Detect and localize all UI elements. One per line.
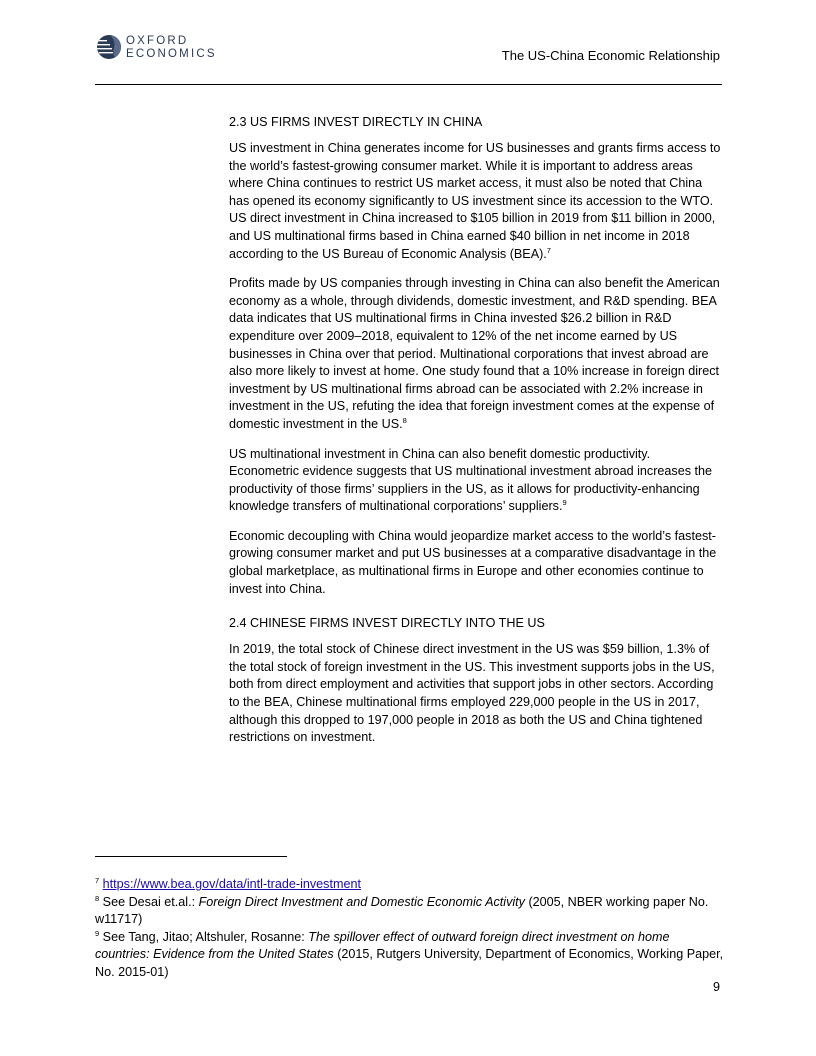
footnote-8: $^8$ See Desai et.al.: Foreign Direct Investment and Domestic Economic Activity (2005, NBER working paper No. w11717): [95, 893, 709, 927]
body-paragraph: US investment in China generates income for US businesses and grants firms access to the world’s fastest-growing consumer market. While it is important to address areas where China continues to restrict US market access, it must also be noted that China has opened its economy significantly to US investment since its accession to the WTO. US direct investment in China increased to $105 billion in 2019 from $11 billion in 2000, and US multinational firms based in China earned $40 billion in net income in 2018 according to the US Bureau of Economic Analysis (BEA).$^7$: [229, 141, 721, 261]
footnote-divider: [95, 856, 287, 857]
page-number: 9: [712, 980, 720, 994]
logo-wordmark-bottom: ECONOMICS: [126, 48, 217, 60]
body-paragraph: US multinational investment in China can also benefit domestic productivity. Econometric evidence suggests that US multinational investment abroad increases the productivity of those firms’ suppliers in the US, as it allows for productivity-enhancing knowledge transfers of multinational corporations’ suppliers.$^9$: [229, 446, 713, 514]
footnotes: [95, 876, 725, 982]
globe-icon: [96, 34, 122, 60]
body-paragraph: In 2019, the total stock of Chinese direct investment in the US was $59 billion, 1.3% of the total stock of foreign investment in the US. This investment supports jobs in the US, both from direct employment and activities that support jobs in other sectors. According to the BEA, Chinese multinational firms employed 229,000 people in the US in 2017, although this dropped to 197,000 people in 2018 as both the US and China tightened restrictions on investment.: [229, 642, 715, 745]
oxford-economics-logo: [96, 34, 236, 68]
body-paragraph: Profits made by US companies through investing in China can also benefit the American economy as a whole, through dividends, domestic investment, and R&D spending. BEA data indicates that US multinational firms in China invested $26.2 billion in R&D expenditure over 2009–2018, equivalent to 12% of the net income earned by US businesses in China over that period. Multinational corporations that invest abroad are also more likely to invest at home. One study found that a 10% increase in foreign direct investment by US multinational firms abroad can be associated with 2.2% increase in investment in the US, refuting the idea that foreign investment comes at the expense of domestic investment in the US.$^8$: [229, 276, 720, 431]
footnote-7: $^7$ https://www.bea.gov/data/intl-trade-investment: [95, 875, 361, 891]
footnote-link[interactable]: https://www.bea.gov/data/intl-trade-investment: [102, 877, 361, 891]
logo-wordmark-top: OXFORD: [126, 35, 189, 47]
section-heading: 2.3 US FIRMS INVEST DIRECTLY IN CHINA: [229, 115, 483, 129]
footnote-ref[interactable]: 9: [562, 498, 567, 508]
footnote-9: $^9$ See Tang, Jitao; Altshuler, Rosanne: The spillover effect of outward foreign direct investment on home countries: Evidence from the United States (2015, Rutgers University, Department of Economics, Working Paper, No. 2015-01): [95, 928, 724, 979]
main-content: [229, 114, 721, 759]
footnote-ref[interactable]: 8: [402, 415, 407, 425]
header-divider: [95, 84, 722, 85]
running-title: The US-China Economic Relationship: [501, 48, 720, 63]
footnote-ref[interactable]: 7: [546, 245, 551, 255]
section-heading: 2.4 CHINESE FIRMS INVEST DIRECTLY INTO THE US: [229, 616, 545, 631]
body-paragraph: Economic decoupling with China would jeopardize market access to the world’s fastest-growing consumer market and put US businesses at a comparative disadvantage in the global marketplace, as multinational firms in Europe and other economies continue to invest into China.: [229, 528, 717, 596]
